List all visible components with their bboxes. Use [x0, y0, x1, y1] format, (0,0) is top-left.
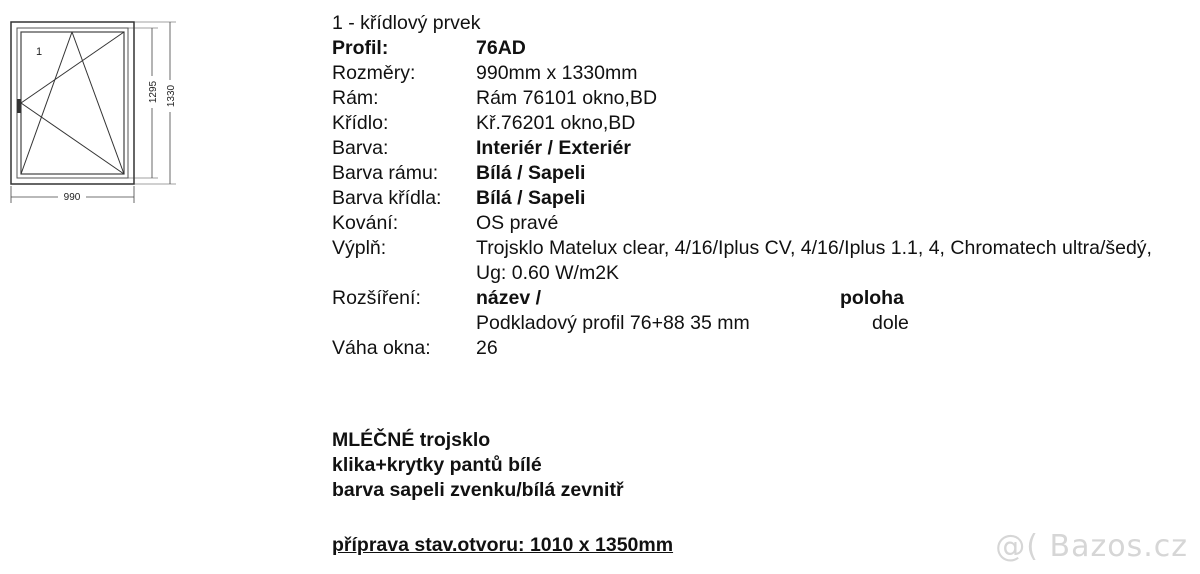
- barva-kridla-value: Bílá / Sapeli: [476, 187, 586, 209]
- rozsireni-nazev-value: Podkladový profil 76+88 35 mm: [476, 312, 750, 334]
- rozsireni-label: Rozšíření:: [332, 287, 421, 309]
- rozmery-value: 990mm x 1330mm: [476, 62, 638, 84]
- note-line-1: MLÉČNÉ trojsklo: [332, 429, 491, 451]
- opening-line: [21, 32, 124, 103]
- window-frame-outer: [11, 22, 134, 184]
- window-drawing: [0, 0, 200, 215]
- dim-width: 990: [63, 192, 81, 203]
- profil-label: Profil:: [332, 37, 389, 59]
- dim-height-inner: 1295: [148, 80, 159, 104]
- vaha-label: Váha okna:: [332, 337, 431, 359]
- ram-value: Rám 76101 okno,BD: [476, 87, 658, 109]
- window-frame-inner: [17, 28, 128, 178]
- barva-kridla-label: Barva křídla:: [332, 187, 442, 209]
- note-line-2: klika+krytky pantů bílé: [332, 454, 542, 476]
- opening-line: [72, 32, 124, 174]
- dim-height-outer: 1330: [166, 84, 177, 108]
- barva-label: Barva:: [332, 137, 389, 159]
- kovani-value: OS pravé: [476, 212, 559, 234]
- rozsireni-poloha-value: dole: [872, 312, 909, 334]
- opening-line: [21, 32, 72, 174]
- notes-block: [332, 428, 624, 503]
- rozsireni-nazev-header: název /: [476, 287, 542, 309]
- ram-label: Rám:: [332, 87, 379, 109]
- priprava-otvoru: příprava stav.otvoru: 1010 x 1350mm: [332, 534, 674, 556]
- watermark: @( Bazos.cz: [995, 529, 1188, 564]
- kridlo-value: Kř.76201 okno,BD: [476, 112, 636, 134]
- vaha-value: 26: [476, 337, 498, 359]
- kridlo-label: Křídlo:: [332, 112, 389, 134]
- kovani-label: Kování:: [332, 212, 399, 234]
- rozmery-label: Rozměry:: [332, 62, 416, 84]
- handle-icon: [17, 99, 21, 113]
- note-line-3: barva sapeli zvenku/bílá zevnitř: [332, 479, 624, 501]
- barva-value: Interiér / Exteriér: [476, 137, 631, 159]
- opening-line: [21, 103, 124, 174]
- barva-ramu-label: Barva rámu:: [332, 162, 439, 184]
- sash-number: 1: [36, 46, 43, 58]
- profil-value: 76AD: [476, 37, 526, 59]
- vypln-label: Výplň:: [332, 237, 387, 259]
- rozsireni-poloha-header: poloha: [840, 287, 904, 309]
- barva-ramu-value: Bílá / Sapeli: [476, 162, 586, 184]
- spec-heading: 1 - křídlový prvek: [332, 12, 481, 34]
- vypln-value: Trojsklo Matelux clear, 4/16/Iplus CV, 4/16/Iplus 1.1, 4, Chromatech ultra/šedý, Ug: 0.60 W/m2K: [476, 237, 1152, 284]
